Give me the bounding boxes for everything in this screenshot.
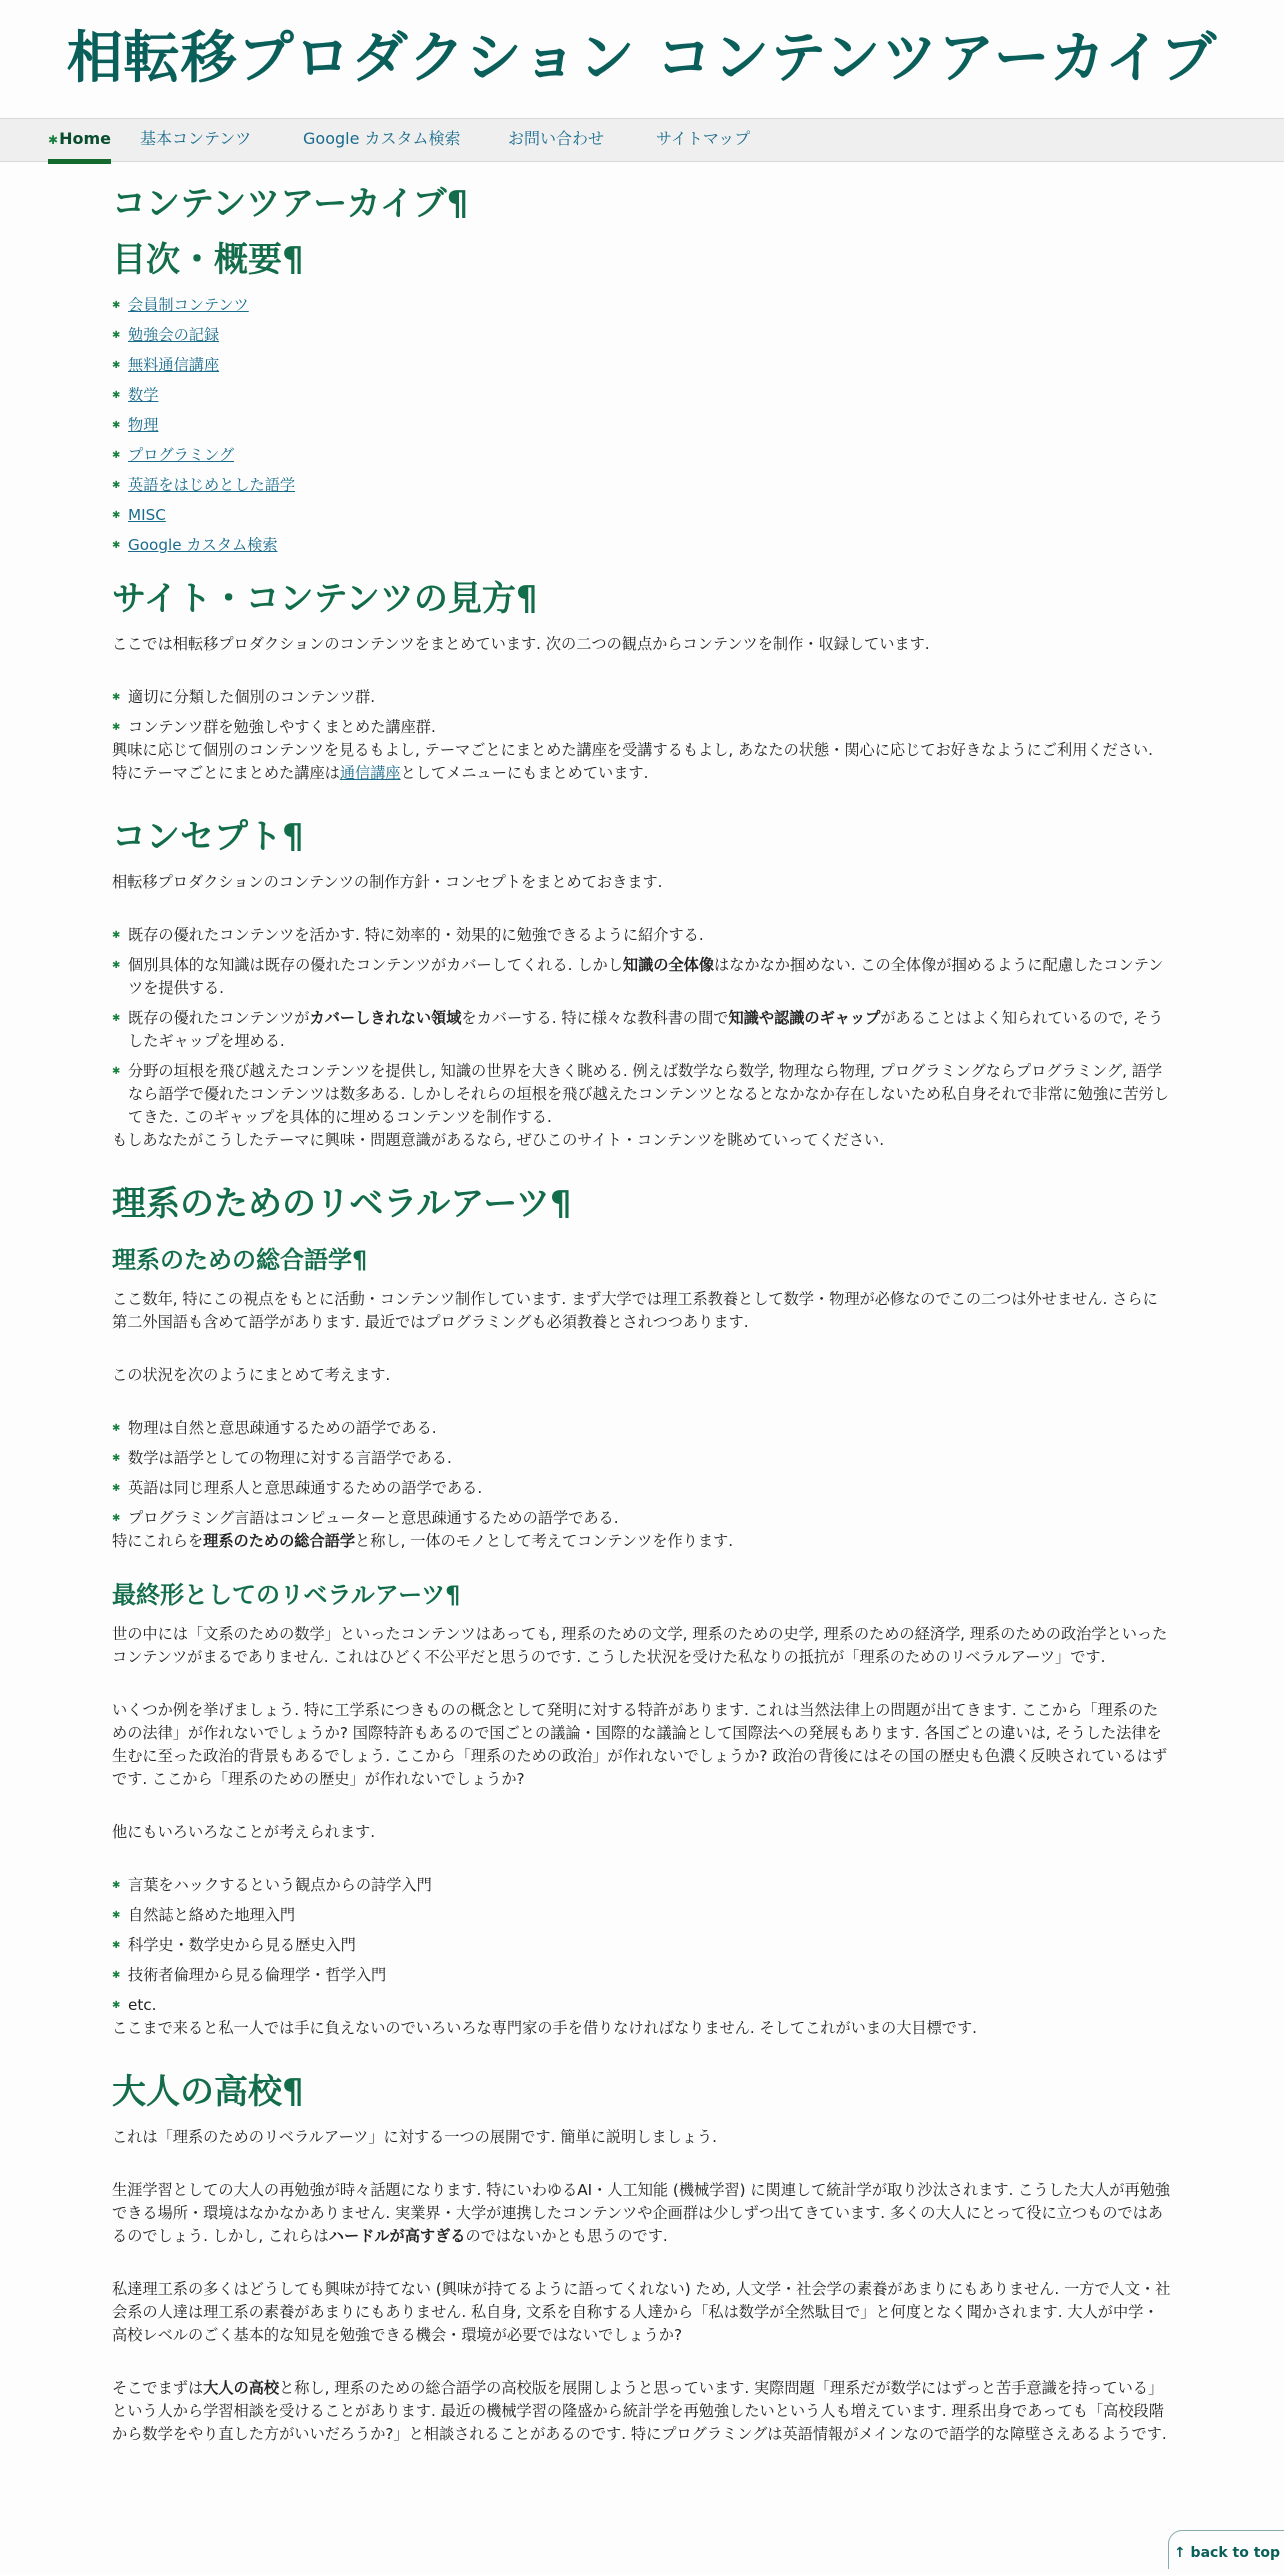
pilcrow-link[interactable]: ¶ (446, 184, 469, 224)
site-title: 相転移プロダクション コンテンツアーカイブ (66, 26, 1218, 91)
toc-link-free-course[interactable]: 無料通信講座 (128, 356, 220, 374)
pilcrow-link[interactable]: ¶ (515, 579, 538, 619)
liberal-paragraph-6: 他にもいろいろなことが考えられます. (112, 1823, 376, 1841)
nav-sitemap[interactable]: サイトマップ (656, 129, 751, 148)
list-item: ✱ 技術者倫理から見る倫理学・哲学入門 (112, 1964, 1172, 1987)
pilcrow-link[interactable]: ¶ (549, 1184, 572, 1224)
toc-link-programming[interactable]: プログラミング (128, 446, 235, 464)
heading-final-liberal-arts: 最終形としてのリベラルアーツ¶ (112, 1581, 461, 1609)
spacer (112, 2248, 1172, 2278)
heading-toc: 目次・概要¶ (112, 240, 304, 280)
adult-paragraph-2: 生涯学習としての大人の再勉強が時々話題になります. 特にいわゆるAI・人工知能 (機械学習) に関連して統計学が取り沙汰されます. こうした大人が再勉強できる場所・環境はなかなかありません. 実業界・大学が連携したコンテンツや企画群は少しずつ出てきています. 多くの大人にとって役に立つものではあるのでしょう. しかし, これらはハードルが高すぎるのではないかとも思うのです. (112, 2181, 1171, 2245)
toc-item (112, 474, 1172, 497)
back-to-top-button[interactable]: ↑ back to top (1168, 2530, 1284, 2569)
pilcrow-link[interactable]: ¶ (282, 240, 304, 280)
list-item: ✱ 自然誌と絡めた地理入門 (112, 1904, 1172, 1927)
toc-link-math[interactable]: 数学 (128, 386, 159, 404)
list-item: ✱ etc. (112, 1994, 1172, 2017)
toc-item (112, 354, 1172, 377)
pilcrow-link[interactable]: ¶ (282, 817, 304, 857)
adult-paragraph-3: 私達理工系の多くはどうしても興味が持てない (興味が持てるように語ってくれない) ため, 人文学・社会学の素養があまりにもありません. 一方で人文・社会系の人達は理工系の素養があまりにもありません. 私自身, 文系を自称する人達から「私は数学が全然駄目で」と何度となく聞かされます. 大人が中学・高校レベルのごく基本的な知見を勉強できる機会・環境が必要ではないでしょうか? (112, 2280, 1171, 2344)
list-item: ✱ 数学は語学としての物理に対する言語学である. (112, 1447, 1172, 1470)
list-item: ✱ 既存の優れたコンテンツを活かす. 特に効率的・効果的に勉強できるように紹介する. (112, 924, 1172, 947)
toc-link-misc[interactable]: MISC (128, 506, 166, 524)
adult-paragraph-1: これは「理系のためのリベラルアーツ」に対する一つの展開です. 簡単に説明しましょう. (112, 2128, 717, 2146)
spacer (112, 1669, 1172, 1699)
pilcrow-link[interactable]: ¶ (352, 1246, 368, 1274)
spacer (112, 894, 1172, 924)
concept-intro: 相転移プロダクションのコンテンツの制作方針・コンセプトをまとめておきます. (112, 873, 663, 891)
star-icon: ✱ (48, 133, 59, 147)
heading-site-guide: サイト・コンテンツの見方¶ (112, 579, 538, 619)
site-guide-after: 興味に応じて個別のコンテンツを見るもよし, テーマごとにまとめた講座を受講するもよし, あなたの状態・関心に応じてお好きなようにご利用ください. 特にテーマごとにまとめた講座は通信講座としてメニューにもまとめています. (112, 741, 1153, 782)
list-item: ✱ コンテンツ群を勉強しやすくまとめた講座群. (112, 716, 1172, 739)
list-item: ✱ 英語は同じ理系人と意思疎通するための語学である. (112, 1477, 1172, 1500)
list-item: ✱ 既存の優れたコンテンツがカバーしきれない領域をカバーする. 特に様々な教科書の間で知識や認識のギャップがあることはよく知られているので, そうしたギャップを埋める. (112, 1007, 1172, 1053)
list-item: ✱ 個別具体的な知識は既存の優れたコンテンツがカバーしてくれる. しかし知識の全体像はなかなか掴めない. この全体像が掴めるように配慮したコンテンツを提供する. (112, 954, 1172, 1000)
list-item: ✱ 言葉をハックするという観点からの詩学入門 (112, 1874, 1172, 1897)
nav-contact[interactable]: お問い合わせ (508, 129, 605, 148)
language-list (112, 1417, 1172, 1530)
liberal-paragraph-4: 世の中には「文系のための数学」といったコンテンツはあっても, 理系のための文学, 理系のための史学, 理系のための経済学, 理系のための政治学といったコンテンツがまるでありません. これはひどく不公平だと思うのです. こうした状況を受けた私なりの抵抗が「理系のためのリベラルアーツ」です. (112, 1625, 1168, 1666)
spacer (112, 656, 1172, 686)
toc-link-languages[interactable]: 英語をはじめとした語学 (128, 476, 296, 494)
pilcrow-link[interactable]: ¶ (282, 2072, 304, 2112)
liberal-paragraph-3: 特にこれらを理系のための総合語学と称し, 一体のモノとして考えてコンテンツを作ります. (112, 1532, 734, 1550)
list-item: ✱ 科学史・数学史から見る歴史入門 (112, 1934, 1172, 1957)
liberal-paragraph-5: いくつか例を挙げましょう. 特に工学系につきものの概念として発明に対する特許があります. これは当然法律上の問題が出てきます. ここから「理系のための法律」が作れないでしょうか? 国際特許もあるので国ごとの議論・国際的な議論として国際法への発展もあります. 各国ごとの違いは, そうした法律を生むに至った政治的背景もあるでしょう. ここから「理系のための政治」が作れないでしょうか? 政治の背後にはその国の歴史も色濃く反映されているはずです. ここから「理系のための歴史」が作れないでしょうか? (112, 1701, 1168, 1788)
toc-link-google-search[interactable]: Google カスタム検索 (128, 536, 278, 554)
pilcrow-link[interactable]: ¶ (445, 1581, 461, 1609)
concept-closing: もしあなたがこうしたテーマに興味・問題意識があるなら, ぜひこのサイト・コンテンツを眺めていってください. (112, 1131, 885, 1149)
active-underline (48, 159, 111, 164)
nav-google-search[interactable]: Google カスタム検索 (303, 129, 461, 148)
toc-item (112, 534, 1172, 557)
list-item: ✱ 物理は自然と意思疎通するための語学である. (112, 1417, 1172, 1440)
concept-list (112, 924, 1172, 1129)
list-item: ✱ 分野の垣根を飛び越えたコンテンツを提供し, 知識の世界を大きく眺める. 例えば数学なら数学, 物理なら物理, プログラミングならプログラミング, 語学なら語学で優れたコンテンツは数多ある. しかしそれらの垣根を飛び越えたコンテンツとなるとなかなか存在しないため私自身それで非常に勉強に苦労してきた. このギャップを具体的に埋めるコンテンツを制作する. (112, 1060, 1172, 1129)
spacer (112, 2347, 1172, 2377)
nav-home[interactable] (48, 127, 111, 152)
list-item: ✱ プログラミング言語はコンピューターと意思疎通するための語学である. (112, 1507, 1172, 1530)
toc-item (112, 324, 1172, 347)
adult-paragraph-4: そこでまずは大人の高校と称し, 理系のための総合語学の高校版を展開しようと思っています. 実際問題「理系だが数学にはずっと苦手意識を持っている」という人から学習相談を受けることがあります. 最近の機械学習の隆盛から統計学を再勉強したいという人も増えています. 理系出身であっても「高校段階から数学をやり直した方がいいだろうか?」と相談されることがあるのです. 特にプログラミングは英語情報がメインなので語学的な障壁さえあるようです. (112, 2379, 1167, 2443)
link-correspondence-course[interactable]: 通信講座 (339, 764, 401, 782)
heading-adult-high-school: 大人の高校¶ (112, 2072, 304, 2112)
heading-concept: コンセプト¶ (112, 817, 304, 857)
site-guide-list (112, 686, 1172, 739)
spacer (112, 1844, 1172, 1874)
main-content (112, 160, 1172, 2446)
toc-link-member[interactable]: 会員制コンテンツ (128, 296, 249, 314)
heading-content-archive: コンテンツアーカイブ¶ (112, 184, 469, 224)
liberal-paragraph-2: この状況を次のようにまとめて考えます. (112, 1366, 391, 1384)
spacer (112, 1791, 1172, 1821)
nav-basic-contents[interactable]: 基本コンテンツ (140, 129, 252, 148)
spacer (112, 1334, 1172, 1364)
toc-link-study-records[interactable]: 勉強会の記録 (128, 326, 220, 344)
top-navbar (0, 118, 1284, 162)
heading-liberal-arts: 理系のためのリベラルアーツ¶ (112, 1184, 572, 1224)
intro-course-list (112, 1874, 1172, 2017)
toc-link-physics[interactable]: 物理 (128, 416, 159, 434)
toc-list (112, 294, 1172, 557)
toc-item (112, 294, 1172, 317)
list-item: ✱ 適切に分類した個別のコンテンツ群. (112, 686, 1172, 709)
toc-item (112, 384, 1172, 407)
site-guide-intro: ここでは相転移プロダクションのコンテンツをまとめています. 次の二つの観点からコンテンツを制作・収録しています. (112, 635, 930, 653)
nav-home-label: Home (59, 129, 111, 148)
toc-item (112, 444, 1172, 467)
toc-item (112, 504, 1172, 527)
toc-item (112, 414, 1172, 437)
spacer (112, 2149, 1172, 2179)
liberal-paragraph-7: ここまで来ると私一人では手に負えないのでいろいろな専門家の手を借りなければなりません. そしてこれがいまの大目標です. (112, 2019, 977, 2037)
liberal-paragraph-1: ここ数年, 特にこの視点をもとに活動・コンテンツ制作しています. まず大学では理工系教養として数学・物理が必修なのでこの二つは外せません. さらに第二外国語も含めて語学があります. 最近ではプログラミングも必須教養とされつつあります. (112, 1290, 1158, 1331)
heading-general-linguistics: 理系のための総合語学¶ (112, 1246, 368, 1274)
spacer (112, 1387, 1172, 1417)
